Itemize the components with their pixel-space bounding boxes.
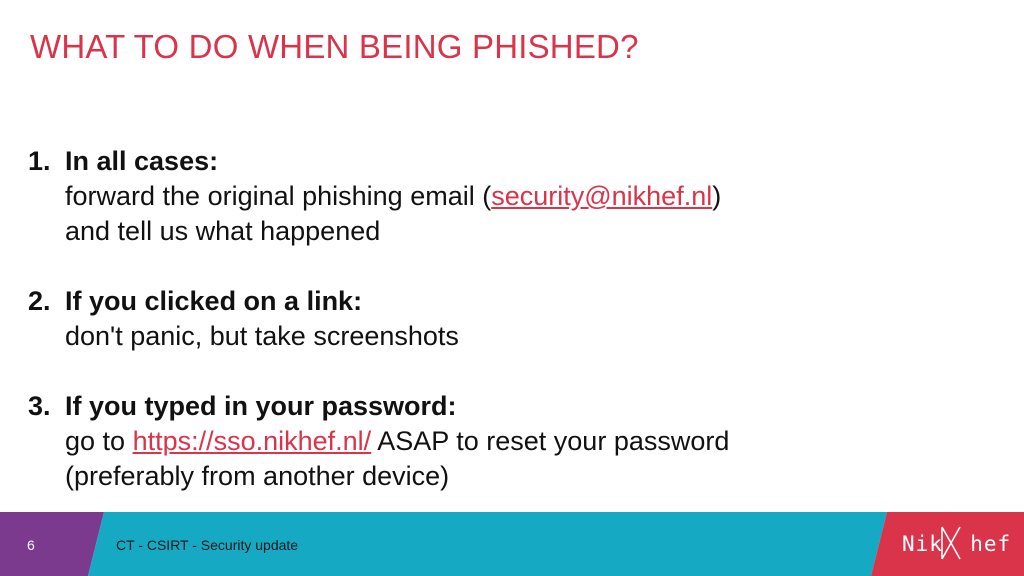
item-text-line <box>65 424 928 459</box>
list-item <box>28 389 928 494</box>
page-number: 6 <box>27 537 35 553</box>
security-email-link[interactable]: security@nikhef.nl <box>491 181 713 211</box>
logo-text: Nik <box>902 532 943 556</box>
item-text-line: (preferably from another device) <box>65 461 450 491</box>
item-heading: In all cases: <box>65 146 219 176</box>
item-text: ) <box>712 181 722 211</box>
footer-text: CT - CSIRT - Security update <box>116 537 299 553</box>
item-text-line: and tell us what happened <box>65 216 381 246</box>
item-text-line: don't panic, but take screenshots <box>65 321 459 351</box>
slide-footer <box>0 512 1024 576</box>
sso-link[interactable]: https://sso.nikhef.nl/ <box>132 426 372 456</box>
item-heading: If you clicked on a link: <box>65 286 363 316</box>
nikhef-logo <box>902 532 1011 556</box>
slide-title: WHAT TO DO WHEN BEING PHISHED? <box>30 28 639 65</box>
logo-divider-icon <box>943 532 970 556</box>
item-text: ASAP to reset your password <box>371 426 730 456</box>
item-text: forward the original phishing email ( <box>65 181 492 211</box>
logo-text: hef <box>970 532 1012 556</box>
instruction-list <box>28 144 928 494</box>
item-number: 1. <box>28 146 51 176</box>
item-text-line <box>65 179 928 214</box>
item-heading: If you typed in your password: <box>65 391 457 421</box>
item-number: 2. <box>28 286 51 316</box>
item-number: 3. <box>28 391 51 421</box>
item-text: go to <box>65 426 133 456</box>
list-item <box>28 284 928 354</box>
list-item <box>28 144 928 249</box>
